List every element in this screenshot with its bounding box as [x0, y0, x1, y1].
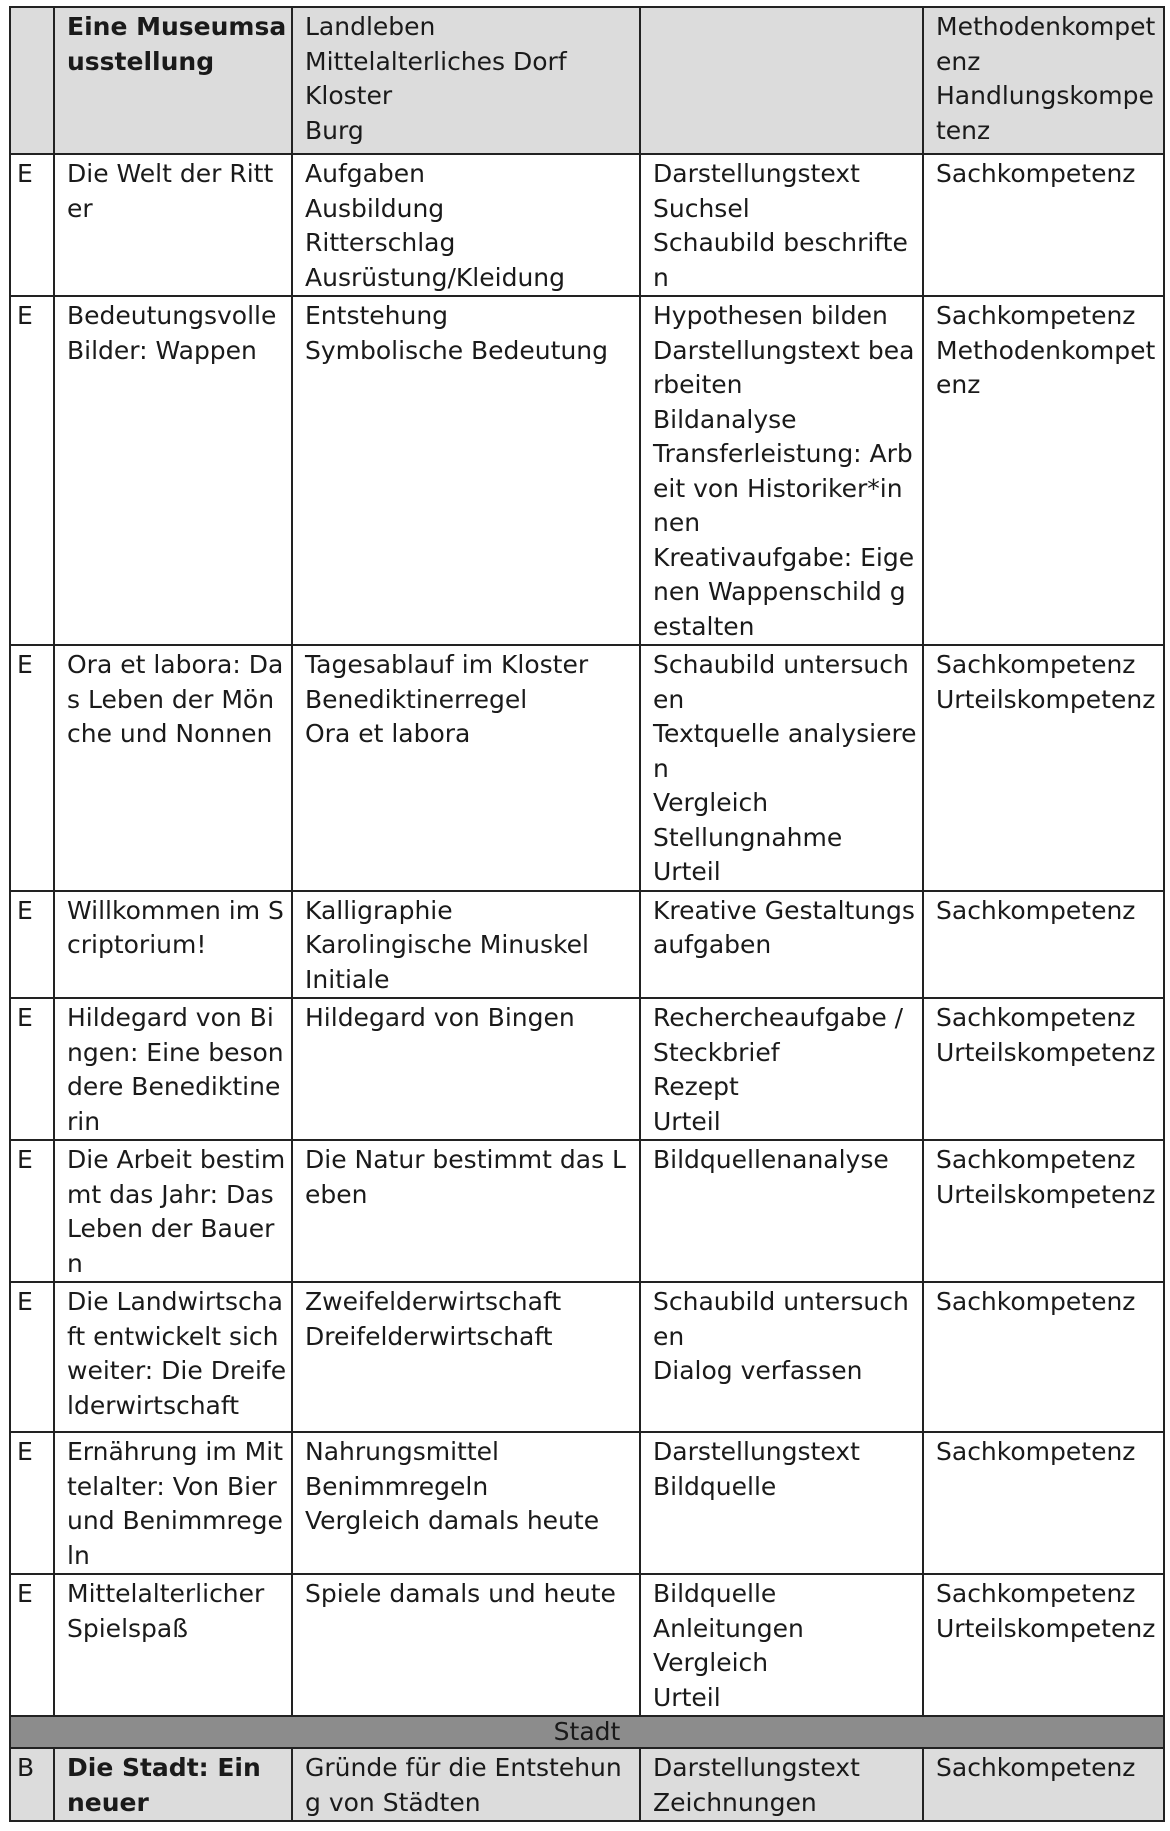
cell-line: Hildegard von Bingen: Eine besondere Benediktinerin [67, 1003, 284, 1136]
cell-line: Bildquelle [653, 1471, 777, 1501]
topic-cell [54, 998, 292, 1140]
cell-line: Vergleich [653, 788, 769, 817]
kind-cell: E [10, 891, 54, 999]
cell-line: Sachkompetenz [936, 301, 1136, 330]
section-row [10, 1716, 1164, 1748]
cell-line: Textquelle analysieren [653, 719, 917, 783]
cell-line: Mittelalterlicher Spielspaß [67, 1579, 265, 1643]
cell-line: Die Landwirtschaft entwickelt sich weiter: Die Dreifelderwirtschaft [67, 1287, 287, 1420]
table-row [10, 998, 1164, 1140]
cell-line: Urteilskompetenz [936, 1613, 1156, 1643]
table-row [10, 7, 1164, 154]
cell-line: Sachkompetenz [936, 1145, 1136, 1174]
cell-line: Darstellungstext [653, 159, 860, 188]
cell-line: Die Arbeit bestimmt das Jahr: Das Leben der Bauern [67, 1145, 286, 1278]
content-cell [292, 1282, 640, 1432]
content-cell [292, 154, 640, 296]
cell-line: Schaubild untersuchen [653, 1287, 909, 1351]
content-cell [292, 296, 640, 645]
cell-line: Symbolische Bedeutung [305, 335, 609, 365]
method-cell [640, 1748, 923, 1821]
cell-line: Dialog verfassen [653, 1356, 863, 1385]
kind-cell: E [10, 1282, 54, 1432]
method-cell [640, 296, 923, 645]
cell-line: Darstellungstext bearbeiten [653, 335, 915, 399]
method-cell [640, 645, 923, 891]
competence-cell [923, 1574, 1164, 1716]
competence-cell [923, 1432, 1164, 1574]
kind-cell: E [10, 998, 54, 1140]
cell-line: Kreativaufgabe: Eigenen Wappenschild gestalten [653, 542, 915, 641]
cell-line: Urteil [653, 1682, 721, 1712]
cell-line: Benediktinerregel [305, 684, 528, 714]
competence-cell [923, 296, 1164, 645]
table-row [10, 891, 1164, 999]
cell-line: Sachkompetenz [936, 1287, 1136, 1316]
table-row [10, 645, 1164, 891]
cell-line: Tagesablauf im Kloster [305, 650, 589, 679]
method-cell [640, 1140, 923, 1282]
method-cell [640, 7, 923, 154]
cell-line: Schaubild beschriften [653, 228, 908, 292]
content-cell [292, 891, 640, 999]
competence-cell [923, 1748, 1164, 1821]
cell-line: Urteilskompetenz [936, 684, 1156, 714]
kind-cell: E [10, 296, 54, 645]
topic-cell [54, 1432, 292, 1574]
cell-line: Schaubild untersuchen [653, 650, 909, 714]
topic-cell [54, 1574, 292, 1716]
content-cell [292, 1432, 640, 1574]
document-page [9, 6, 1163, 1822]
method-cell [640, 891, 923, 999]
competence-cell [923, 998, 1164, 1140]
kind-cell: E [10, 645, 54, 891]
cell-line: Ora et labora [305, 719, 471, 748]
cell-line: Handlungskompetenz [936, 81, 1154, 145]
table-row [10, 296, 1164, 645]
cell-line: Willkommen im Scriptorium! [67, 895, 284, 959]
cell-line: Aufgaben [305, 159, 426, 188]
curriculum-table [9, 6, 1165, 1822]
cell-line: Stellungnahme [653, 822, 843, 852]
cell-line: Bildquelle [653, 1579, 777, 1608]
method-cell [640, 154, 923, 296]
cell-line: Bedeutungsvolle Bilder: Wappen [67, 301, 277, 365]
cell-line: Hypothesen bilden [653, 301, 888, 330]
content-cell [292, 998, 640, 1140]
competence-cell [923, 891, 1164, 999]
content-cell [292, 1140, 640, 1282]
method-cell [640, 1574, 923, 1716]
topic-cell [54, 645, 292, 891]
cell-line: Spiele damals und heute [305, 1579, 616, 1608]
cell-line: Initiale [305, 964, 390, 994]
cell-line: Suchsel [653, 193, 750, 223]
cell-line: Nahrungsmittel [305, 1437, 499, 1466]
topic-cell [54, 891, 292, 999]
table-row [10, 1282, 1164, 1432]
topic-cell [54, 1282, 292, 1432]
cell-line: Karolingische Minuskel [305, 930, 589, 959]
cell-line: Sachkompetenz [936, 1753, 1136, 1782]
table-row [10, 1748, 1164, 1821]
cell-line: Die Stadt: Ein neuer [67, 1753, 261, 1817]
cell-line: Urteilskompetenz [936, 1179, 1156, 1209]
cell-line: Sachkompetenz [936, 1437, 1136, 1466]
kind-cell [10, 7, 54, 154]
cell-line: Sachkompetenz [936, 650, 1136, 679]
cell-line: Urteil [653, 1106, 721, 1136]
cell-line: Kreative Gestaltungsaufgaben [653, 895, 915, 959]
cell-line: Bildanalyse [653, 404, 797, 434]
competence-cell [923, 1282, 1164, 1432]
cell-line: Ausrüstung/Kleidung [305, 262, 565, 292]
method-cell [640, 1432, 923, 1574]
competence-cell [923, 645, 1164, 891]
cell-line: Urteil [653, 857, 721, 886]
cell-line: Entstehung [305, 301, 449, 330]
method-cell [640, 1282, 923, 1432]
cell-line: Ora et labora: Das Leben der Mönche und Nonnen [67, 650, 284, 748]
cell-line: Zweifelderwirtschaft [305, 1287, 562, 1316]
content-cell [292, 1748, 640, 1821]
competence-cell [923, 7, 1164, 154]
cell-line: Sachkompetenz [936, 159, 1136, 188]
cell-line: Anleitungen [653, 1613, 804, 1643]
table-body [10, 7, 1164, 1821]
cell-line: Rechercheaufgabe / Steckbrief [653, 1003, 904, 1067]
topic-cell [54, 1140, 292, 1282]
table-row [10, 1140, 1164, 1282]
cell-line: Ernährung im Mittelalter: Von Bier und Benimmregeln [67, 1437, 283, 1570]
method-cell [640, 998, 923, 1140]
cell-line: Sachkompetenz [936, 1579, 1136, 1608]
table-row [10, 154, 1164, 296]
content-cell [292, 645, 640, 891]
cell-line: Ritterschlag [305, 228, 456, 257]
content-cell [292, 7, 640, 154]
cell-line: Vergleich damals heute [305, 1506, 600, 1535]
kind-cell: E [10, 154, 54, 296]
cell-line: Eine Museumsausstellung [67, 12, 287, 76]
cell-line: Darstellungstext [653, 1437, 860, 1466]
content-cell [292, 1574, 640, 1716]
kind-cell: E [10, 1140, 54, 1282]
kind-cell: B [10, 1748, 54, 1821]
section-title: Stadt [10, 1716, 1164, 1748]
cell-line: Mittelalterliches Dorf [305, 46, 567, 76]
competence-cell [923, 154, 1164, 296]
topic-cell [54, 154, 292, 296]
cell-line: Urteilskompetenz [936, 1037, 1156, 1067]
cell-line: Kalligraphie [305, 895, 453, 925]
cell-line: Vergleich [653, 1648, 769, 1677]
kind-cell: E [10, 1574, 54, 1716]
cell-line: Dreifelderwirtschaft [305, 1321, 553, 1351]
cell-line: Methodenkompetenz [936, 335, 1156, 399]
cell-line: Bildquellenanalyse [653, 1145, 889, 1174]
topic-cell [54, 7, 292, 154]
cell-line: Darstellungstext [653, 1753, 860, 1782]
cell-line: Kloster [305, 81, 393, 110]
cell-line: Die Welt der Ritter [67, 159, 274, 223]
table-row [10, 1432, 1164, 1574]
cell-line: Rezept [653, 1072, 739, 1101]
cell-line: Sachkompetenz [936, 1003, 1136, 1032]
cell-line: Methodenkompetenz [936, 12, 1156, 76]
topic-cell [54, 1748, 292, 1821]
topic-cell [54, 296, 292, 645]
cell-line: Zeichnungen [653, 1787, 817, 1817]
cell-line: Burg [305, 115, 364, 145]
cell-line: Transferleistung: Arbeit von Historiker*innen [653, 439, 913, 537]
competence-cell [923, 1140, 1164, 1282]
cell-line: Benimmregeln [305, 1471, 489, 1501]
table-row [10, 1574, 1164, 1716]
cell-line: Gründe für die Entstehung von Städten [305, 1753, 622, 1817]
cell-line: Ausbildung [305, 193, 445, 223]
cell-line: Hildegard von Bingen [305, 1003, 575, 1032]
kind-cell: E [10, 1432, 54, 1574]
cell-line: Die Natur bestimmt das Leben [305, 1145, 626, 1209]
cell-line: Sachkompetenz [936, 895, 1136, 925]
cell-line: Landleben [305, 12, 436, 41]
